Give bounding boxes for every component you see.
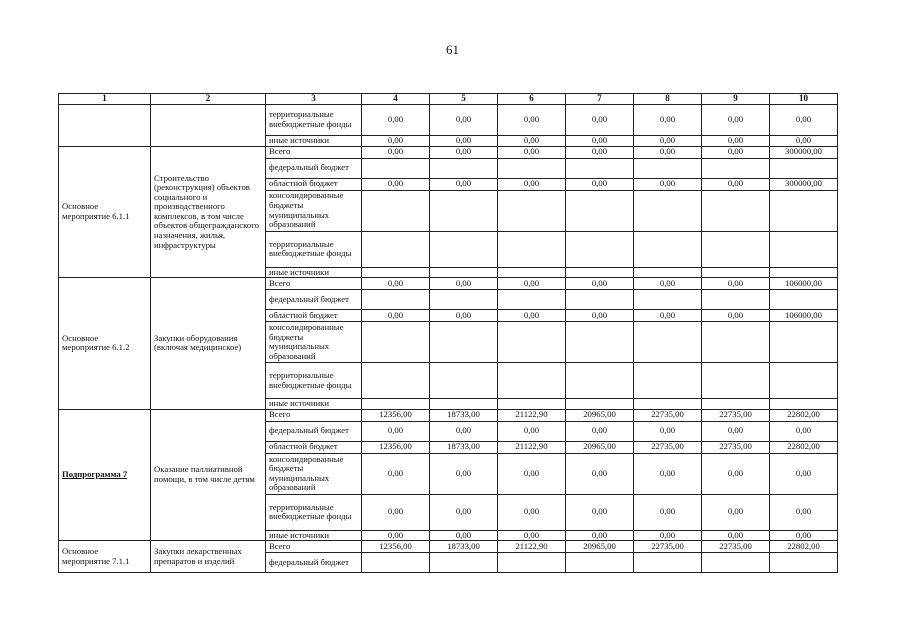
value-cell: 0,00	[634, 494, 702, 530]
value-cell	[566, 190, 634, 231]
value-cell	[566, 553, 634, 573]
value-cell: 18733,00	[430, 441, 498, 453]
value-cell	[362, 158, 430, 178]
value-cell: 0,00	[430, 178, 498, 190]
value-cell: 12356,00	[362, 541, 430, 553]
value-cell: 0,00	[702, 278, 770, 290]
value-cell: 0,00	[498, 310, 566, 322]
value-cell	[702, 231, 770, 267]
value-cell	[702, 267, 770, 278]
value-cell: 0,00	[430, 105, 498, 136]
funding-source: консолидированные бюджеты муниципальных образований	[266, 453, 362, 494]
program-name: Основное мероприятие 6.1.1	[62, 201, 130, 221]
value-cell: 18733,00	[430, 409, 498, 421]
funding-source: иные источники	[266, 267, 362, 278]
value-cell	[770, 267, 838, 278]
funding-source: консолидированные бюджеты муниципальных образований	[266, 190, 362, 231]
value-cell: 0,00	[362, 105, 430, 136]
value-cell: 0,00	[362, 530, 430, 541]
value-cell	[770, 363, 838, 399]
program-cell	[59, 541, 151, 573]
value-cell	[430, 363, 498, 399]
program-name: Подпрограмма 7	[62, 469, 128, 480]
value-cell	[498, 190, 566, 231]
description-cell: Закупки оборудования (включая медицинское)	[151, 278, 266, 410]
program-name: Основное мероприятие 7.1.1	[62, 546, 130, 566]
value-cell	[362, 231, 430, 267]
funding-source: иные источники	[266, 530, 362, 541]
value-cell: 0,00	[770, 453, 838, 494]
program-cell	[59, 278, 151, 410]
value-cell	[566, 267, 634, 278]
value-cell	[634, 290, 702, 310]
value-cell: 22802,00	[770, 441, 838, 453]
value-cell: 0,00	[770, 494, 838, 530]
value-cell: 0,00	[362, 453, 430, 494]
program-cell	[59, 146, 151, 278]
value-cell	[430, 267, 498, 278]
value-cell	[498, 231, 566, 267]
value-cell	[634, 267, 702, 278]
value-cell: 0,00	[430, 494, 498, 530]
value-cell	[634, 231, 702, 267]
value-cell: 0,00	[702, 146, 770, 158]
funding-source: федеральный бюджет	[266, 158, 362, 178]
value-cell: 20965,00	[566, 409, 634, 421]
value-cell: 22735,00	[702, 409, 770, 421]
value-cell: 0,00	[430, 310, 498, 322]
program-cell	[59, 409, 151, 541]
value-cell	[770, 190, 838, 231]
header-row	[59, 94, 838, 105]
description-cell: Закупки лекарственных препаратов и изделий	[151, 541, 266, 573]
funding-source: областной бюджет	[266, 441, 362, 453]
value-cell: 0,00	[566, 453, 634, 494]
value-cell: 0,00	[430, 530, 498, 541]
value-cell: 0,00	[566, 136, 634, 147]
value-cell: 22735,00	[634, 541, 702, 553]
value-cell	[498, 267, 566, 278]
col-header: 4	[362, 94, 430, 105]
value-cell: 0,00	[566, 421, 634, 441]
value-cell: 0,00	[362, 278, 430, 290]
value-cell	[702, 290, 770, 310]
value-cell	[498, 399, 566, 410]
value-cell	[566, 363, 634, 399]
program-cell	[59, 105, 151, 147]
value-cell: 0,00	[430, 136, 498, 147]
value-cell: 0,00	[498, 178, 566, 190]
funding-source: иные источники	[266, 399, 362, 410]
funding-source: областной бюджет	[266, 178, 362, 190]
funding-source: федеральный бюджет	[266, 290, 362, 310]
value-cell	[702, 322, 770, 363]
value-cell	[498, 158, 566, 178]
value-cell: 0,00	[498, 136, 566, 147]
funding-source: территориальные внебюджетные фонды	[266, 105, 362, 136]
value-cell	[362, 553, 430, 573]
budget-table	[58, 93, 838, 573]
value-cell: 22735,00	[634, 409, 702, 421]
value-cell	[634, 322, 702, 363]
value-cell	[770, 290, 838, 310]
value-cell: 22802,00	[770, 409, 838, 421]
value-cell: 21122,90	[498, 441, 566, 453]
funding-source: федеральный бюджет	[266, 553, 362, 573]
value-cell: 0,00	[634, 105, 702, 136]
value-cell	[702, 553, 770, 573]
table-row	[59, 146, 838, 158]
value-cell: 0,00	[430, 421, 498, 441]
table-row	[59, 278, 838, 290]
value-cell: 0,00	[566, 530, 634, 541]
value-cell: 0,00	[634, 421, 702, 441]
value-cell	[770, 399, 838, 410]
value-cell	[430, 553, 498, 573]
value-cell	[498, 553, 566, 573]
value-cell	[702, 158, 770, 178]
value-cell	[770, 553, 838, 573]
value-cell	[362, 399, 430, 410]
value-cell: 0,00	[770, 105, 838, 136]
value-cell	[634, 553, 702, 573]
value-cell: 300000,00	[770, 146, 838, 158]
value-cell	[770, 158, 838, 178]
value-cell: 0,00	[634, 453, 702, 494]
value-cell	[498, 363, 566, 399]
value-cell: 0,00	[498, 105, 566, 136]
value-cell: 0,00	[498, 146, 566, 158]
value-cell: 22735,00	[634, 441, 702, 453]
description-cell: Оказание паллиативной помощи, в том числе детям	[151, 409, 266, 541]
page-number: 61	[446, 42, 459, 57]
funding-source: территориальные внебюджетные фонды	[266, 494, 362, 530]
funding-source: федеральный бюджет	[266, 421, 362, 441]
value-cell	[430, 290, 498, 310]
value-cell: 0,00	[430, 453, 498, 494]
value-cell	[362, 322, 430, 363]
value-cell: 106000,00	[770, 278, 838, 290]
value-cell: 20965,00	[566, 441, 634, 453]
value-cell: 0,00	[362, 494, 430, 530]
value-cell: 0,00	[634, 178, 702, 190]
funding-source: иные источники	[266, 136, 362, 147]
col-header: 5	[430, 94, 498, 105]
value-cell: 0,00	[702, 105, 770, 136]
table-body	[59, 94, 838, 573]
value-cell: 12356,00	[362, 441, 430, 453]
value-cell: 0,00	[498, 530, 566, 541]
value-cell: 0,00	[770, 136, 838, 147]
value-cell: 0,00	[430, 278, 498, 290]
value-cell: 0,00	[498, 453, 566, 494]
table-row	[59, 409, 838, 421]
col-header: 9	[702, 94, 770, 105]
value-cell: 0,00	[702, 530, 770, 541]
value-cell	[770, 322, 838, 363]
value-cell: 0,00	[362, 421, 430, 441]
value-cell	[498, 290, 566, 310]
col-header: 8	[634, 94, 702, 105]
col-header: 6	[498, 94, 566, 105]
value-cell: 0,00	[566, 178, 634, 190]
value-cell	[362, 190, 430, 231]
value-cell	[702, 399, 770, 410]
table-row	[59, 541, 838, 553]
value-cell: 0,00	[702, 453, 770, 494]
value-cell: 18733,00	[430, 541, 498, 553]
value-cell: 0,00	[566, 278, 634, 290]
value-cell	[362, 267, 430, 278]
value-cell: 0,00	[566, 146, 634, 158]
value-cell	[430, 190, 498, 231]
value-cell: 0,00	[634, 278, 702, 290]
value-cell	[566, 231, 634, 267]
value-cell	[430, 231, 498, 267]
value-cell: 0,00	[362, 136, 430, 147]
value-cell: 21122,90	[498, 541, 566, 553]
value-cell: 0,00	[702, 310, 770, 322]
value-cell: 22735,00	[702, 441, 770, 453]
funding-source: территориальные внебюджетные фонды	[266, 363, 362, 399]
value-cell	[566, 158, 634, 178]
value-cell: 0,00	[702, 494, 770, 530]
col-header: 1	[59, 94, 151, 105]
value-cell	[566, 290, 634, 310]
value-cell	[566, 322, 634, 363]
description-cell	[151, 105, 266, 147]
value-cell	[498, 322, 566, 363]
value-cell	[430, 399, 498, 410]
value-cell: 0,00	[362, 178, 430, 190]
value-cell	[430, 322, 498, 363]
table-row	[59, 105, 838, 136]
value-cell	[634, 363, 702, 399]
value-cell	[702, 190, 770, 231]
funding-source: Всего	[266, 278, 362, 290]
value-cell: 21122,90	[498, 409, 566, 421]
value-cell: 0,00	[566, 310, 634, 322]
value-cell	[362, 363, 430, 399]
value-cell: 0,00	[566, 494, 634, 530]
funding-source: областной бюджет	[266, 310, 362, 322]
value-cell	[634, 158, 702, 178]
col-header: 2	[151, 94, 266, 105]
value-cell: 0,00	[770, 530, 838, 541]
program-name: Основное мероприятие 6.1.2	[62, 332, 130, 353]
value-cell: 106000,00	[770, 310, 838, 322]
value-cell: 0,00	[566, 105, 634, 136]
value-cell: 22735,00	[702, 541, 770, 553]
value-cell: 0,00	[702, 178, 770, 190]
value-cell: 0,00	[634, 310, 702, 322]
value-cell: 12356,00	[362, 409, 430, 421]
value-cell: 0,00	[498, 421, 566, 441]
value-cell: 300000,00	[770, 178, 838, 190]
col-header: 7	[566, 94, 634, 105]
value-cell	[702, 363, 770, 399]
value-cell	[634, 190, 702, 231]
funding-source: Всего	[266, 409, 362, 421]
col-header: 10	[770, 94, 838, 105]
funding-source: Всего	[266, 541, 362, 553]
value-cell	[770, 231, 838, 267]
value-cell	[634, 399, 702, 410]
funding-source: консолидированные бюджеты муниципальных образований	[266, 322, 362, 363]
value-cell: 20965,00	[566, 541, 634, 553]
value-cell	[566, 399, 634, 410]
value-cell: 0,00	[498, 494, 566, 530]
value-cell: 0,00	[634, 136, 702, 147]
value-cell: 0,00	[702, 421, 770, 441]
value-cell	[362, 290, 430, 310]
value-cell: 0,00	[634, 530, 702, 541]
funding-source: территориальные внебюджетные фонды	[266, 231, 362, 267]
value-cell: 0,00	[702, 136, 770, 147]
value-cell: 0,00	[770, 421, 838, 441]
value-cell: 0,00	[498, 278, 566, 290]
funding-source: Всего	[266, 146, 362, 158]
description-cell: Строительство (реконструкция) объектов социального и производственного комплексов, в том числе объектов общегражданского назначения, жилья, инфраструктуры	[151, 146, 266, 278]
value-cell: 0,00	[362, 146, 430, 158]
value-cell: 0,00	[634, 146, 702, 158]
col-header: 3	[266, 94, 362, 105]
value-cell	[430, 158, 498, 178]
value-cell: 0,00	[362, 310, 430, 322]
value-cell: 0,00	[430, 146, 498, 158]
value-cell: 22802,00	[770, 541, 838, 553]
